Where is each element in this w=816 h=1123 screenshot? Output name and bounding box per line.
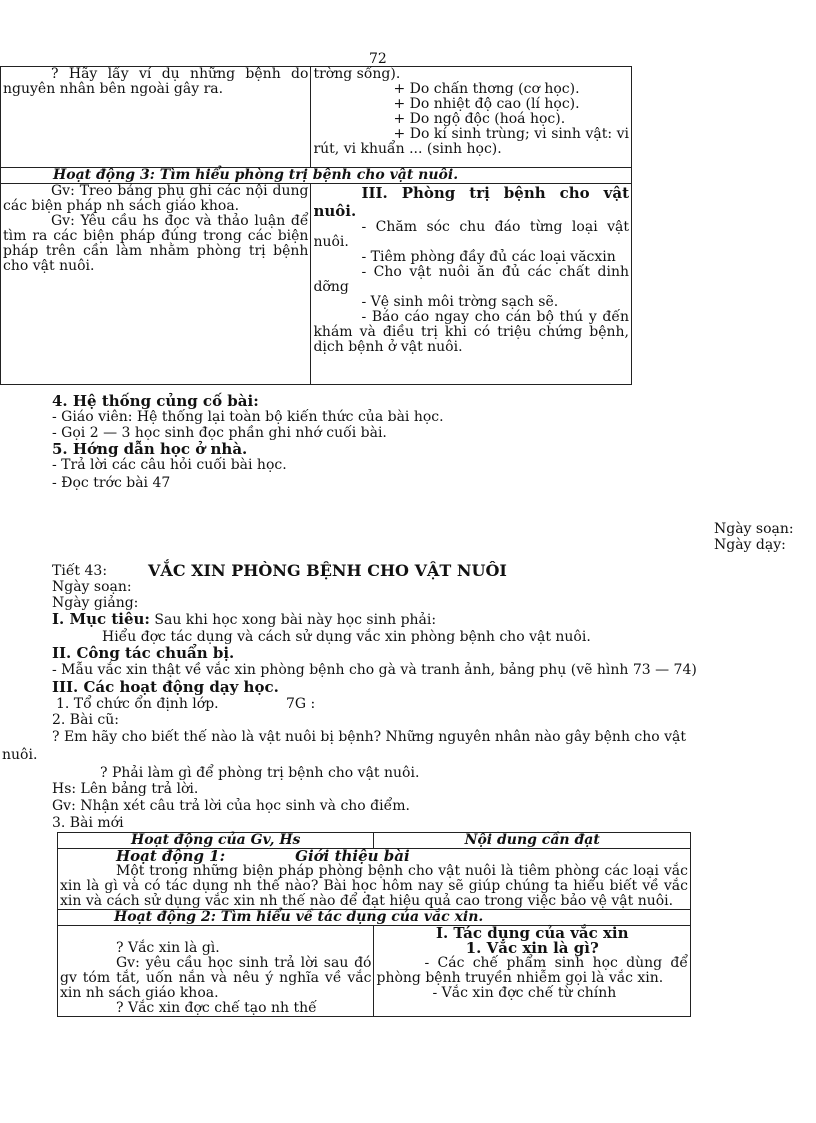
cause-line: + Do chấn thơng (cơ học). [393,81,580,97]
old-lesson-label: 2. Bài cũ: [52,712,119,728]
table-row [58,849,691,910]
student-action: Hs: Lên bảng trả lời. [52,781,199,797]
activities-title: III. Các hoạt động dạy học. [52,678,279,696]
cause-line: + Do nhiệt độ cao (lí học). [393,96,580,112]
activity1-text: Một trong những biện pháp phòng bệnh cho vật nuôi là tiêm phòng các loại vắc xin là gì và có tác dụng nh thế nào? Bài học hôm nay sẽ giúp chúng ta hiểu biết về vắc xin và cách sử dụng vắc xin nh thế nào để đạt hiệu quả cao trong việc bảo vệ vật nuôi. [60,863,688,909]
activity3-title: Hoạt động 3: Tìm hiểu phòng trị bệnh cho vật nuôi. [53,167,459,183]
content-line: - Các chế phẩm sinh học dùng để phòng bệnh truyền nhiễm gọi là vắc xin. [376,955,688,986]
subsection-heading: 1. Vắc xin là gì? [465,939,599,957]
question-line: ? Vắc xin đợc chế tạo nh thế [116,1000,317,1016]
teacher-action: Gv: Nhận xét câu trả lời của học sinh và cho điểm. [52,798,410,814]
period-label: Tiết 43: [52,563,108,579]
date-prepared-label: Ngày soạn: [52,579,132,595]
date-taught-label: Ngày giảng: [52,595,139,611]
teacher-step: Gv: yêu cầu học sinh trả lời sau đó gv tóm tắt, uốn nắn và nêu ý nghĩa về vắc xin nh sách giáo khoa. [60,955,372,1001]
objectives-line [52,612,436,628]
cause-line: trờng sống). [313,66,401,82]
activity1-label: Hoạt động 1: [116,847,226,865]
activity1-heading [60,849,688,864]
objectives-text: Sau khi học xong bài này học sinh phải: [154,612,437,628]
section5-title: 5. Hớng dẫn học ở nhà. [52,440,248,458]
header-content: Nội dung cần đạt [464,832,600,848]
date-taught: Ngày dạy: [714,537,786,553]
cause-line: + Do ngộ độc (hoá học). [393,111,566,127]
old-lesson-question: ? Em hãy cho biết thế nào là vật nuôi bị bệnh? Những nguyên nhân nào gây bệnh cho vật [52,729,687,745]
page-number: 72 [369,51,387,67]
measure-line: - Chăm sóc chu đáo từng loại vật nuôi. [313,219,629,250]
measure-line: - Vệ sinh môi trờng sạch sẽ. [361,294,559,310]
class-organization: 1. Tổ chức ổn định lớp. [56,696,219,712]
activity1-title: Giới thiệu bài [295,847,410,865]
old-lesson-question: ? Phải làm gì để phòng trị bệnh cho vật nuôi. [100,765,420,781]
objectives-label: I. Mục tiêu: [52,610,150,628]
section4-line: - Giáo viên: Hệ thống lại toàn bộ kiến thức của bài học. [52,409,444,425]
table-row [1,168,632,184]
table-row [1,184,632,385]
table-disease-causes [0,66,632,385]
teacher-step: Gv: Treo bảng phụ ghi các nội dung các biện pháp nh sách giáo khoa. [3,183,309,214]
table-lesson-activities [57,832,691,1017]
section5-line: - Trả lời các câu hỏi cuối bài học. [52,457,287,473]
header-activities: Hoạt động của Gv, Hs [131,832,301,848]
section4-line: - Gọi 2 — 3 học sinh đọc phần ghi nhớ cuối bài. [52,425,387,441]
question-external-causes: ? Hãy lấy ví dụ những bệnh do nguyên nhân bên ngoài gây ra. [3,66,309,97]
teacher-step: Gv: Yêu cầu hs đọc và thảo luận để tìm ra các biện pháp đúng trong các biện pháp trên cần làm nhằm phòng trị bệnh cho vật nuôi. [3,213,309,274]
measure-line: - Tiêm phòng đầy đủ các loại văcxin [361,249,616,265]
table-row [58,926,691,1017]
table-row [1,67,632,168]
section-heading: I. Tác dụng của vắc xin [435,924,629,942]
measure-line: - Báo cáo ngay cho cán bộ thú y đến khám và điều trị khi có triệu chứng bệnh, dịch bệnh ở vật nuôi. [313,309,629,355]
section5-line: - Đọc trớc bài 47 [52,475,171,491]
measure-line: - Cho vật nuôi ăn đủ các chất dinh dỡng [313,264,629,295]
objectives-detail: Hiểu đợc tác dụng và cách sử dụng vắc xin phòng bệnh cho vật nuôi. [102,629,591,645]
old-lesson-question-cont: nuôi. [2,747,38,763]
date-prepared: Ngày soạn: [714,521,794,537]
section4-title: 4. Hệ thống củng cố bài: [52,392,259,410]
content-line: - Vắc xin đợc chế từ chính [432,985,617,1001]
question-line: ? Vắc xin là gì. [116,940,220,956]
class-name: 7G : [286,696,316,712]
section-heading: III. Phòng trị bệnh cho vật nuôi. [313,184,629,220]
new-lesson-label: 3. Bài mới [52,815,124,831]
cause-line: + Do kí sinh trùng; vi sinh vật: vi rút, vi khuẩn ... (sinh học). [313,126,629,157]
preparation-title: II. Công tác chuẩn bị. [52,644,235,662]
preparation-line: - Mẫu vắc xin thật về vắc xin phòng bệnh cho gà và tranh ảnh, bảng phụ (vẽ hình 73 — 74) [52,662,697,678]
activity2-title: Hoạt động 2: Tìm hiểu về tác dụng của vắc xin. [114,909,484,925]
lesson-title: VẮC XIN PHÒNG BỆNH CHO VẬT NUÔI [148,561,507,580]
